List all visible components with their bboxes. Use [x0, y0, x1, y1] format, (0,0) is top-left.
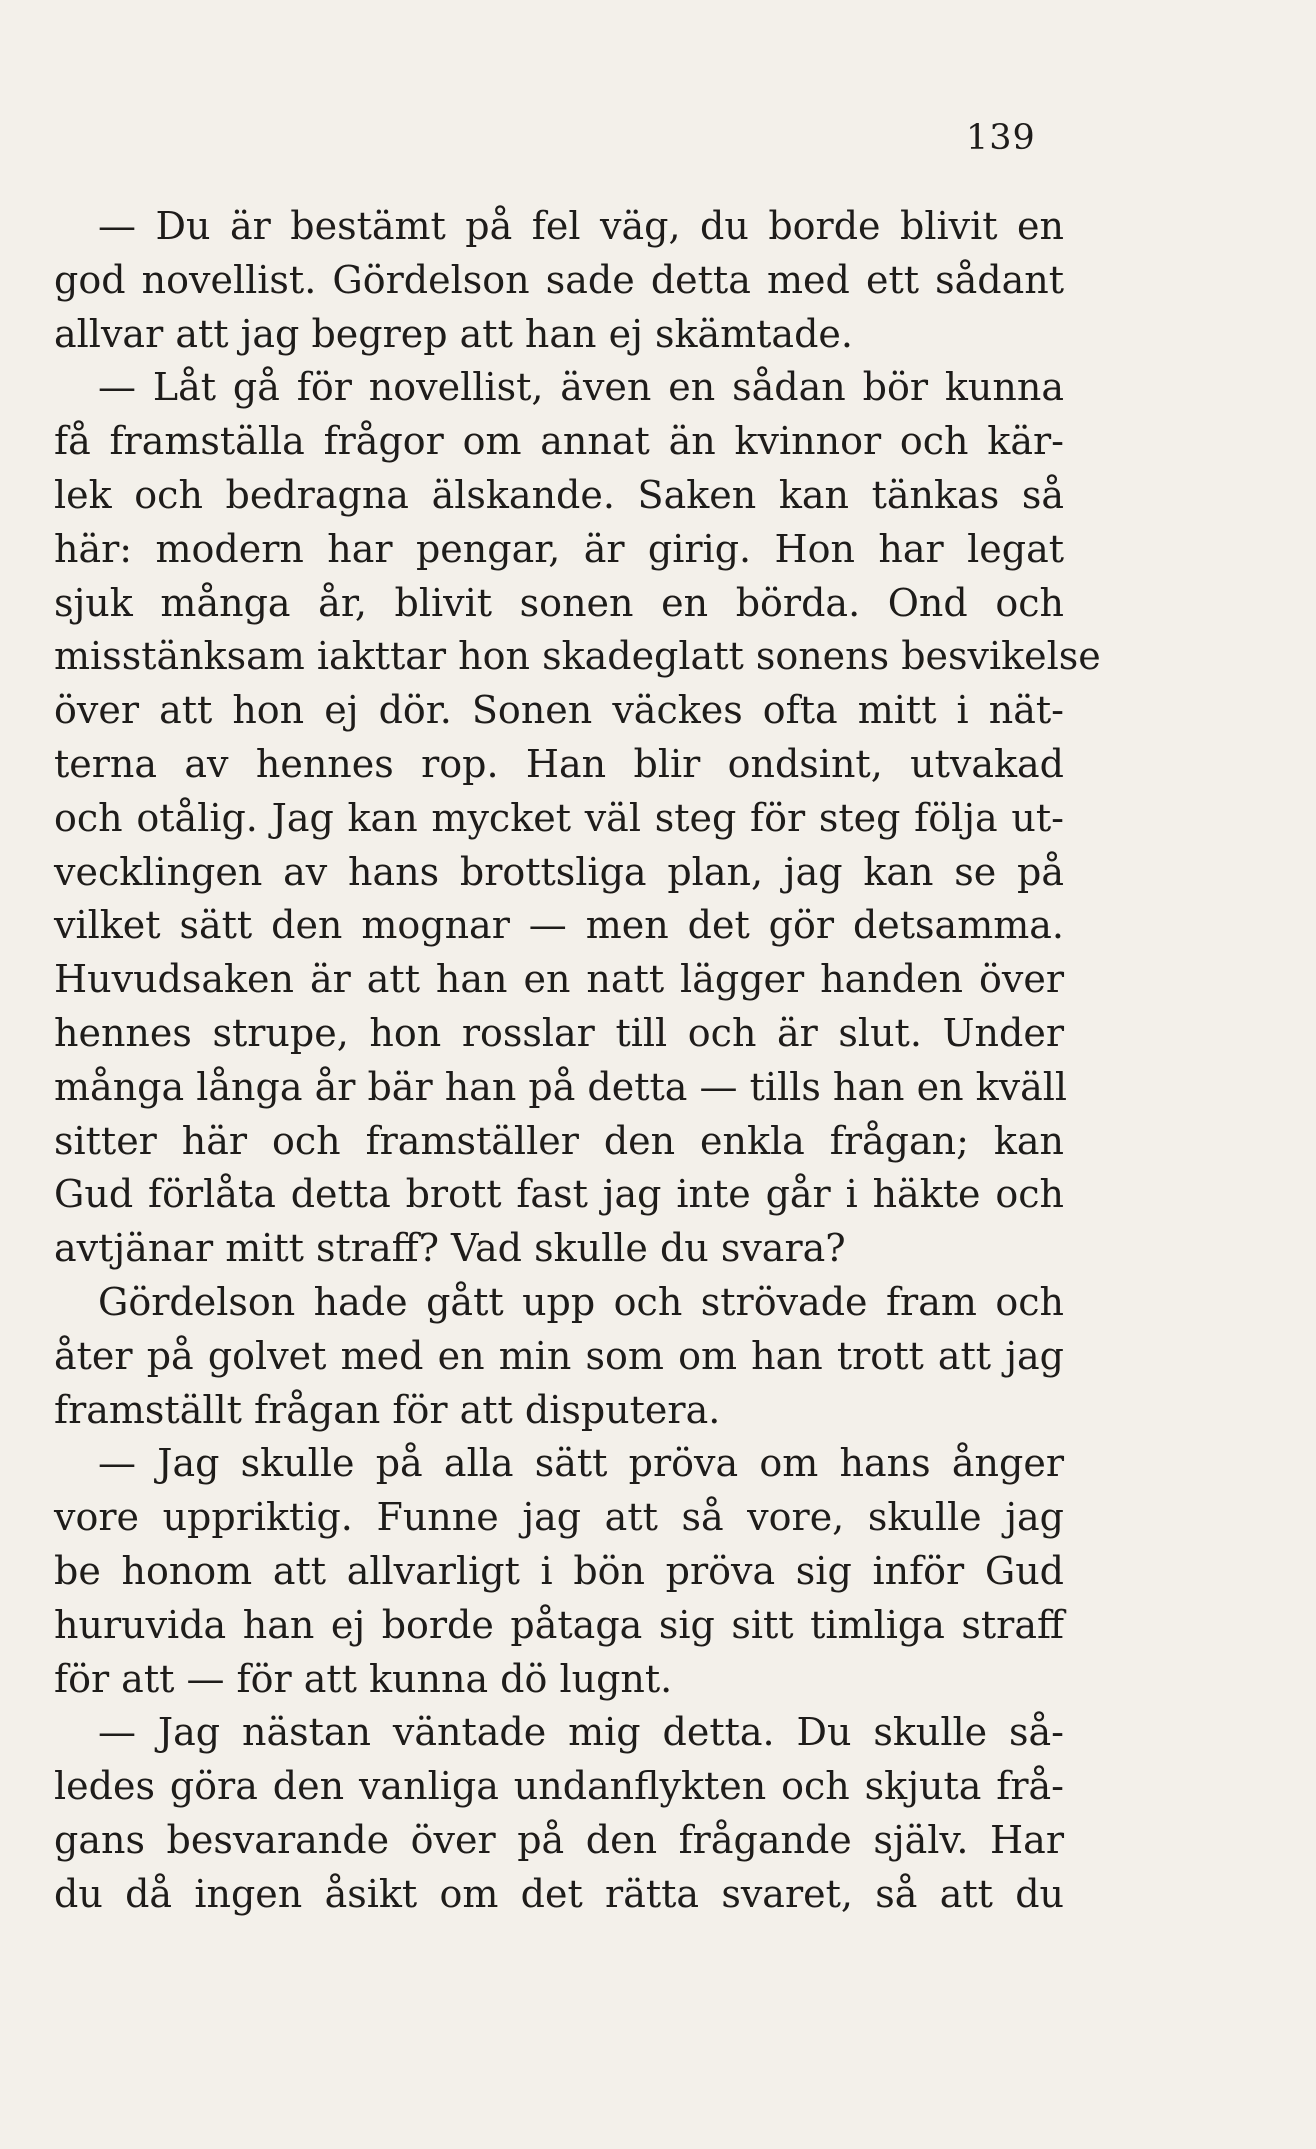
text-line: för att — för att kunna dö lugnt.: [54, 1656, 673, 1701]
text-line: här: modern har pengar, är girig. Hon har legat: [54, 526, 1064, 571]
text-line: vecklingen av hans brottsliga plan, jag kan se på: [54, 849, 1064, 894]
text-line: — Du är bestämt på fel väg, du borde blivit en: [98, 204, 1064, 248]
text-line: hennes strupe, hon rosslar till och är slut. Under: [54, 1010, 1064, 1055]
text-line: — Låt gå för novellist, även en sådan bör kunna: [98, 365, 1064, 410]
text-line: sitter här och framställer den enkla frågan; kan: [54, 1118, 1064, 1163]
text-line: lek och bedragna älskande. Saken kan tänkas så: [54, 472, 1064, 517]
text-line: och otålig. Jag kan mycket väl steg för steg följa ut-: [54, 795, 1064, 840]
text-line: Gördelson hade gått upp och strövade fram och: [98, 1279, 1064, 1324]
text-line: över att hon ej dör. Sonen väckes ofta mitt i nät-: [54, 688, 1064, 733]
text-line: du då ingen åsikt om det rätta svaret, så att du: [54, 1871, 1064, 1916]
body-text: [54, 200, 1101, 1922]
text-line: avtjänar mitt straff? Vad skulle du svara?: [54, 1226, 846, 1271]
text-line: misstänksam iakttar hon skadeglatt sonens besvikelse: [54, 634, 1101, 679]
text-line: ledes göra den vanliga undanflykten och skjuta frå-: [54, 1764, 1064, 1809]
text-line: många långa år bär han på detta — tills han en kväll: [54, 1064, 1068, 1109]
text-line: god novellist. Gördelson sade detta med ett sådant: [54, 257, 1064, 302]
text-line: allvar att jag begrep att han ej skämtade.: [54, 311, 853, 356]
text-line: framställt frågan för att disputera.: [54, 1387, 721, 1432]
text-line: åter på golvet med en min som om han trott att jag: [54, 1333, 1064, 1378]
text-line: terna av hennes rop. Han blir ondsint, utvakad: [54, 741, 1064, 786]
text-line: Gud förlåta detta brott fast jag inte går i häkte och: [54, 1172, 1064, 1217]
text-line: sjuk många år, blivit sonen en börda. Ond och: [54, 580, 1064, 625]
text-line: vilket sätt den mognar — men det gör detsamma.: [54, 903, 1064, 948]
text-line: Huvudsaken är att han en natt lägger handen över: [54, 957, 1064, 1002]
text-line: gans besvarande över på den frågande själv. Har: [54, 1817, 1064, 1862]
text-line: be honom att allvarligt i bön pröva sig inför Gud: [54, 1548, 1064, 1593]
text-line: — Jag nästan väntade mig detta. Du skulle så-: [98, 1710, 1064, 1755]
page-number: 139: [966, 118, 1036, 158]
text-line: — Jag skulle på alla sätt pröva om hans ånger: [98, 1441, 1064, 1486]
text-line: få framställa frågor om annat än kvinnor och kär-: [54, 419, 1064, 464]
text-line: huruvida han ej borde påtaga sig sitt timliga straff: [54, 1602, 1064, 1647]
text-line: vore uppriktig. Funne jag att så vore, skulle jag: [54, 1495, 1064, 1540]
